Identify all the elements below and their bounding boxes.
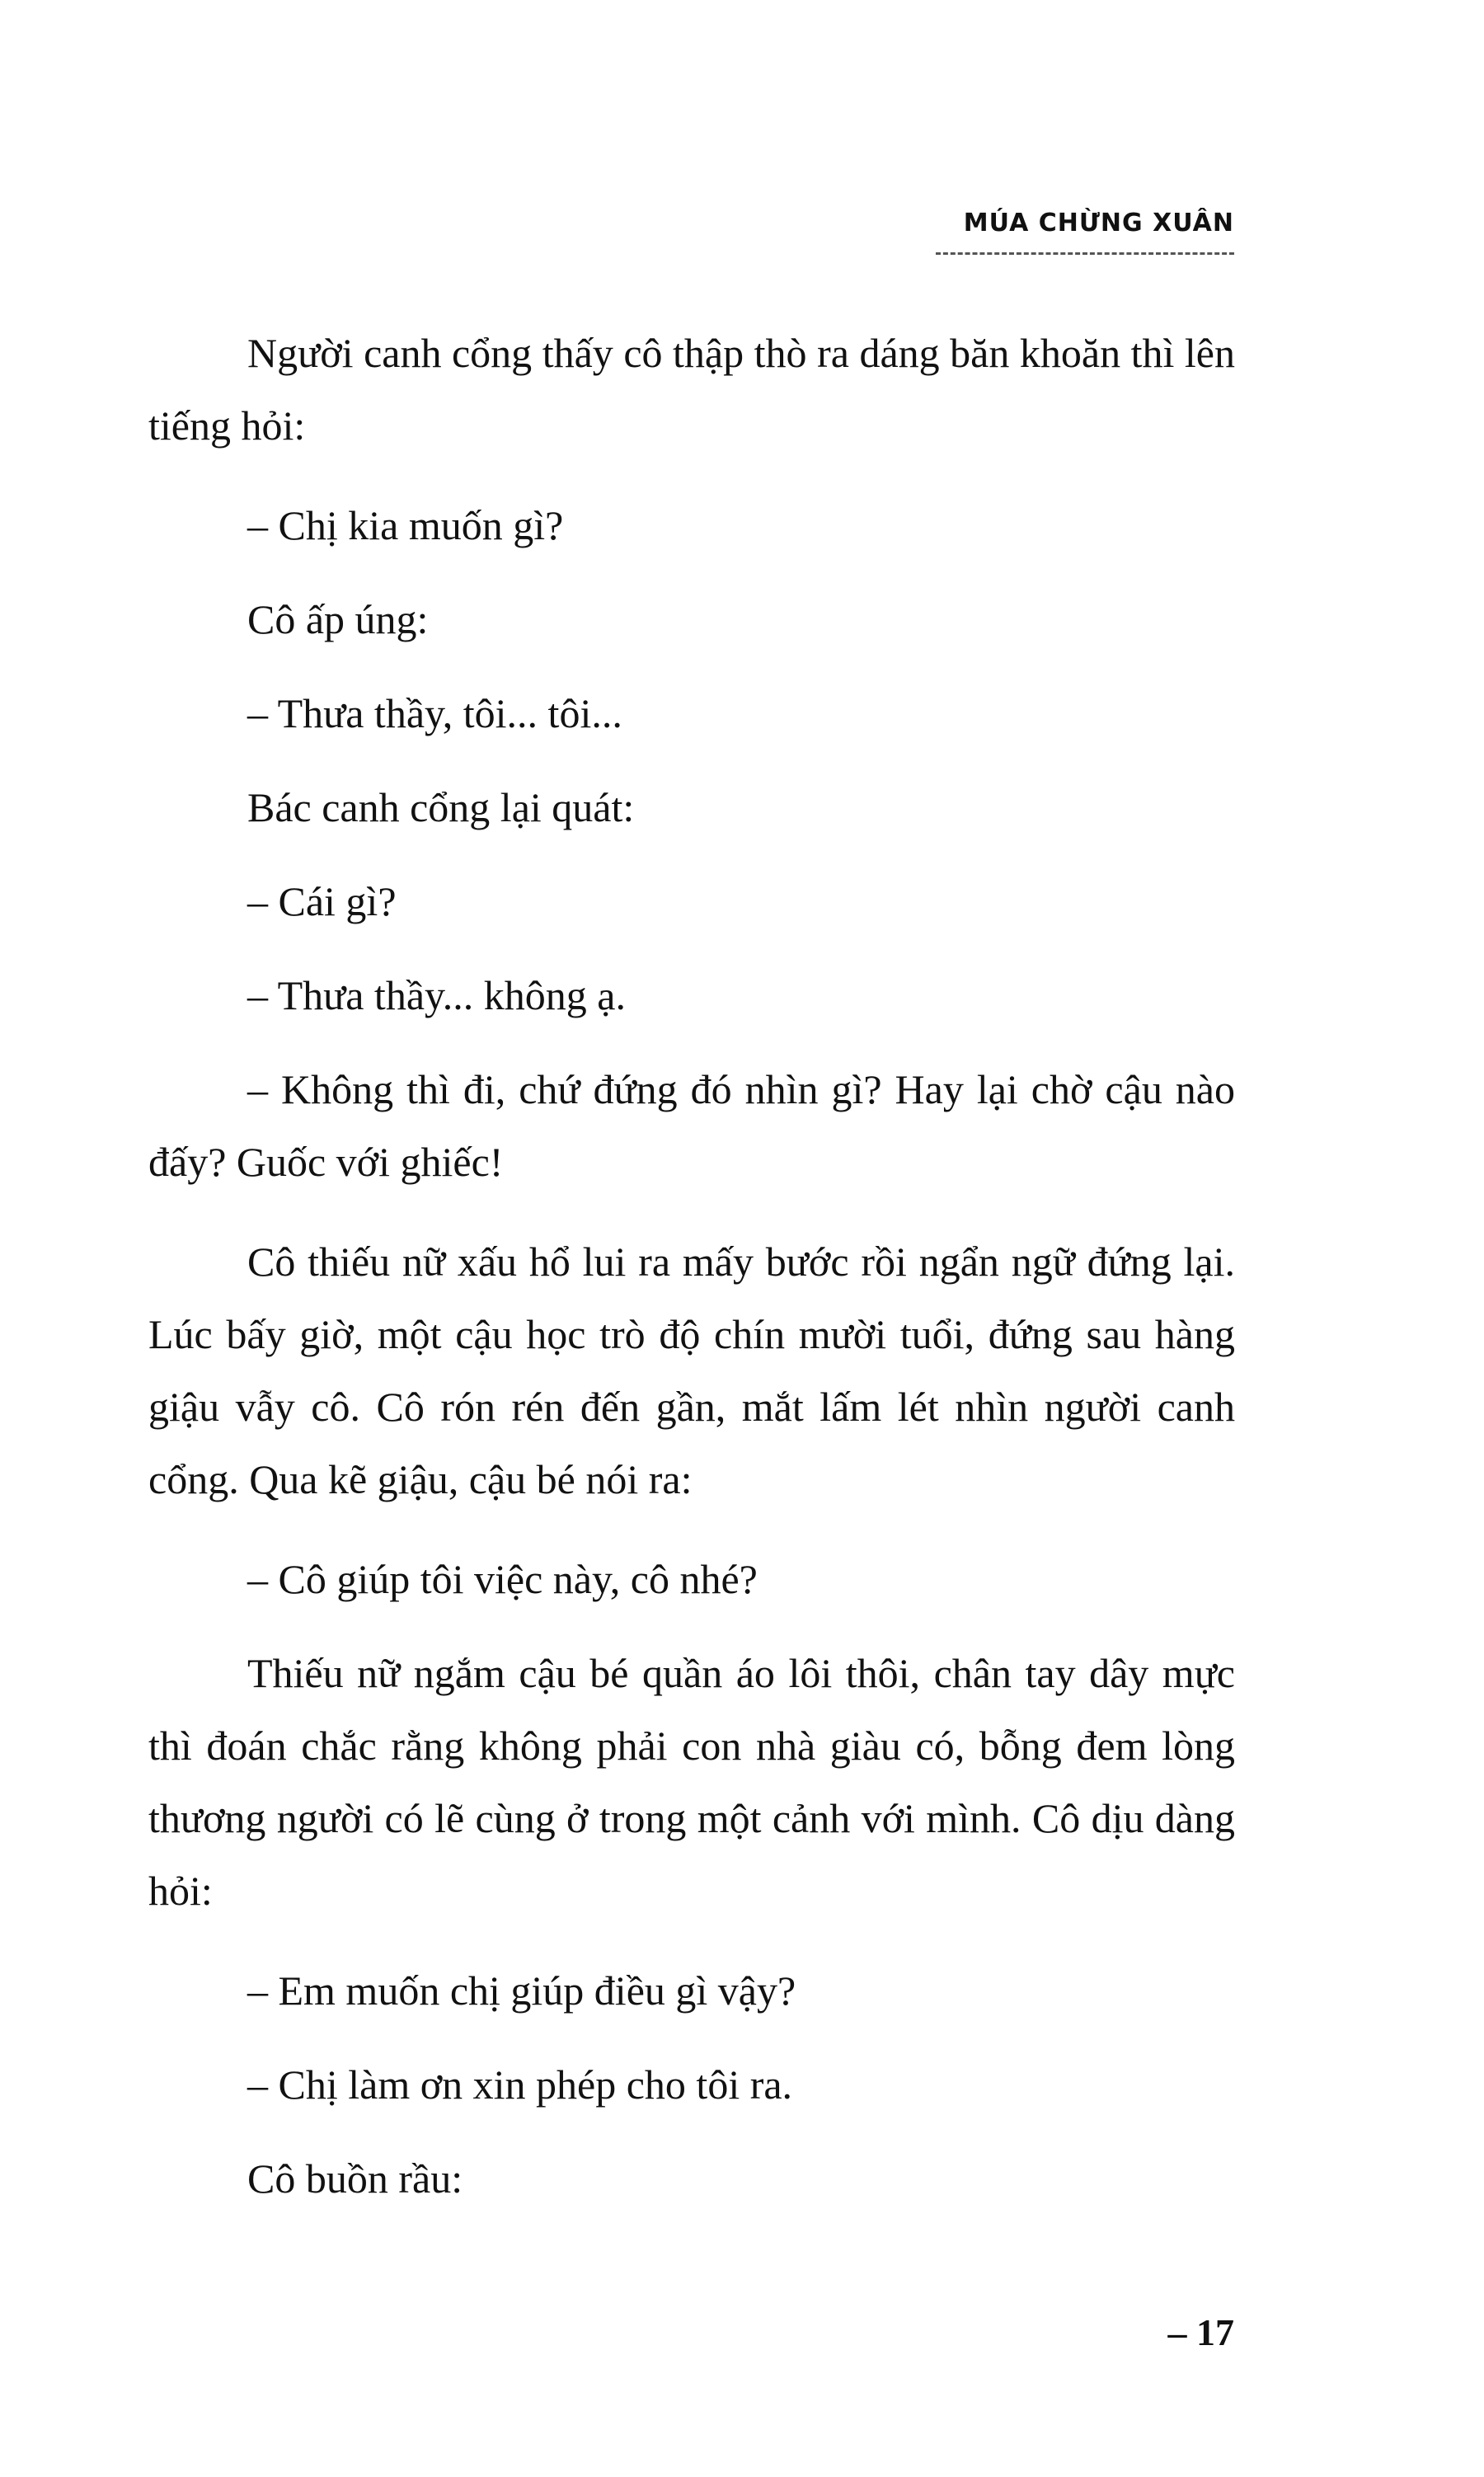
paragraph: Cô buồn rầu: [247,2155,463,2202]
body-text [148,317,1235,2236]
header-divider [936,252,1234,255]
paragraph: Cô thiếu nữ xấu hổ lui ra mấy bước rồi ngẩn ngữ đứng lại. Lúc bấy giờ, một cậu học trò độ chín mười tuổi, đứng sau hàng giậu vẫy cô. Cô rón rén đến gần, mắt lấm lét nhìn người canh cổng. Qua kẽ giậu, cậu bé nói ra: [148,1238,1235,1502]
paragraph: Thiếu nữ ngắm cậu bé quần áo lôi thôi, chân tay dây mực thì đoán chắc rằng không phải con nhà giàu có, bỗng đem lòng thương người có lẽ cùng ở trong một cảnh với mình. Cô dịu dàng hỏi: [148,1650,1235,1914]
paragraph: – Cô giúp tôi việc này, cô nhé? [247,1556,758,1602]
paragraph: Người canh cổng thấy cô thập thò ra dáng băn khoăn thì lên tiếng hỏi: [148,330,1235,449]
paragraph: – Thưa thầy, tôi... tôi... [247,690,622,736]
paragraph: – Không thì đi, chứ đứng đó nhìn gì? Hay lại chờ cậu nào đấy? Guốc với ghiếc! [148,1066,1235,1185]
paragraph: – Em muốn chị giúp điều gì vậy? [247,1967,796,2014]
paragraph: – Thưa thầy... không ạ. [247,972,626,1018]
paragraph: – Chị làm ơn xin phép cho tôi ra. [247,2061,793,2108]
running-header: MÚA CHỪNG XUÂN [963,209,1234,237]
page-number: – 17 [1167,2311,1234,2353]
paragraph: Cô ấp úng: [247,596,429,642]
paragraph: – Cái gì? [247,878,397,924]
paragraph: Bác canh cổng lại quát: [247,784,635,830]
paragraph: – Chị kia muốn gì? [247,502,564,548]
